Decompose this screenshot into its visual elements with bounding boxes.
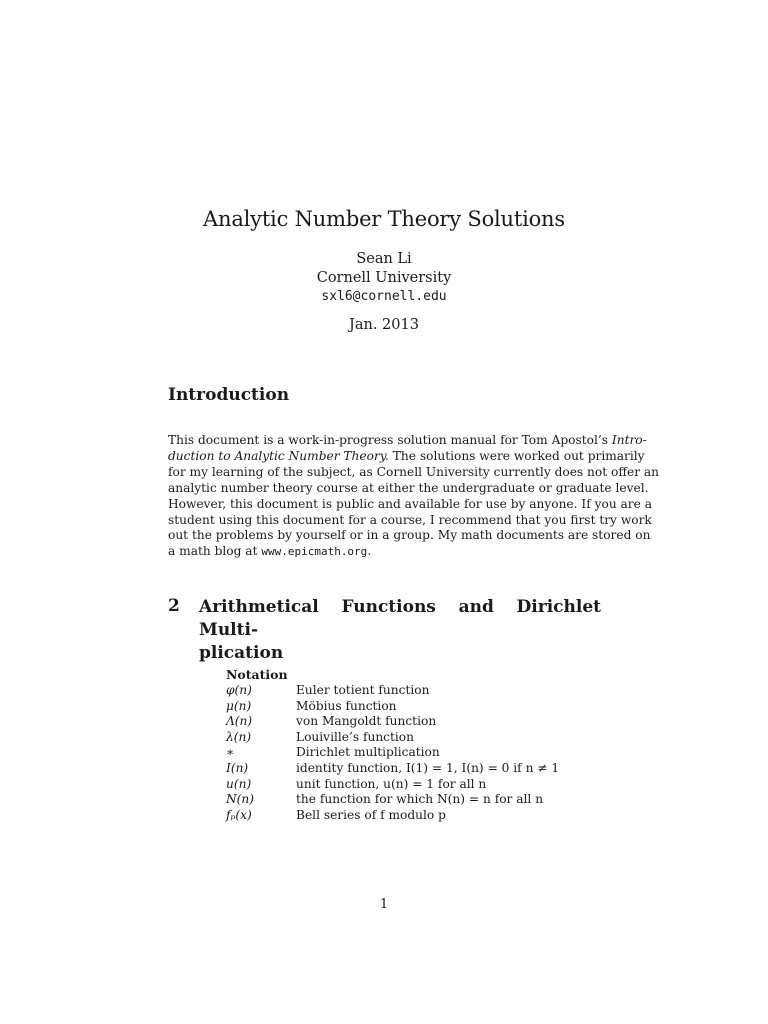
page-number: 1: [379, 897, 389, 912]
paragraph-line: for my learning of the subject, as Cornell University currently does not offer an: [168, 464, 660, 479]
document-date: Jan. 2013: [349, 317, 419, 333]
notation-row: [226, 683, 559, 699]
section-number: 2: [168, 596, 180, 616]
notation-symbol: u(n): [226, 776, 252, 791]
notation-description: Bell series of f modulo p: [296, 807, 446, 822]
notation-row: [226, 792, 559, 808]
notation-symbol: fₚ(x): [226, 807, 252, 822]
book-title-italic: duction to Analytic Number Theory.: [168, 448, 389, 463]
notation-table: [226, 683, 559, 823]
paragraph-line: [168, 433, 647, 449]
notation-symbol: ∗: [226, 745, 235, 760]
introduction-paragraph: [168, 433, 660, 560]
notation-row: [226, 761, 559, 777]
notation-description: von Mangoldt function: [296, 714, 437, 729]
text-run: a math blog at: [168, 544, 262, 559]
author-affiliation: Cornell University: [316, 270, 452, 286]
paragraph-line: However, this document is public and available for use by anyone. If you are a: [168, 496, 652, 511]
section-title-line: Arithmetical Functions and Dirichlet Multi-: [199, 597, 601, 640]
notation-row: [226, 745, 559, 761]
paragraph-line: student using this document for a course, I recommend that you first try work: [168, 512, 652, 527]
notation-symbol: N(n): [226, 792, 255, 807]
notation-row: [226, 699, 559, 715]
notation-description: Dirichlet multiplication: [296, 745, 440, 760]
paragraph-line: out the problems by yourself or in a group. My math documents are stored on: [168, 528, 651, 543]
notation-symbol: φ(n): [226, 683, 252, 697]
text-run: This document is a work-in-progress solution manual for Tom Apostol’s: [168, 433, 612, 447]
section-title-line: plication: [199, 643, 284, 663]
notation-description: Louiville’s function: [296, 729, 414, 744]
notation-row: [226, 777, 559, 793]
text-run: The solutions were worked out primarily: [388, 448, 645, 463]
notation-heading: Notation: [226, 667, 288, 682]
document-title: Analytic Number Theory Solutions: [203, 207, 565, 231]
author-email: sxl6@cornell.edu: [321, 289, 447, 304]
notation-symbol: Λ(n): [226, 714, 253, 729]
notation-description: the function for which N(n) = n for all n: [296, 792, 544, 807]
paragraph-line: analytic number theory course at either the undergraduate or graduate level.: [168, 480, 649, 495]
notation-row: [226, 808, 559, 824]
text-run: .: [367, 544, 372, 559]
notation-description: Möbius function: [296, 698, 397, 713]
notation-symbol: μ(n): [226, 698, 252, 713]
paragraph-line: [168, 448, 645, 465]
book-title-italic: Intro-: [611, 433, 647, 447]
author-name: Sean Li: [356, 251, 412, 267]
notation-symbol: λ(n): [226, 729, 252, 744]
blog-url: www.epicmath.org: [261, 545, 368, 559]
section-title: [199, 596, 601, 665]
notation-symbol: I(n): [226, 760, 249, 775]
notation-description: identity function, I(1) = 1, I(n) = 0 if n ≠ 1: [296, 760, 560, 775]
introduction-heading: Introduction: [168, 385, 290, 405]
notation-row: [226, 730, 559, 746]
notation-description: Euler totient function: [296, 683, 430, 697]
notation-description: unit function, u(n) = 1 for all n: [296, 776, 487, 791]
paragraph-line: [168, 544, 600, 560]
notation-row: [226, 714, 559, 730]
